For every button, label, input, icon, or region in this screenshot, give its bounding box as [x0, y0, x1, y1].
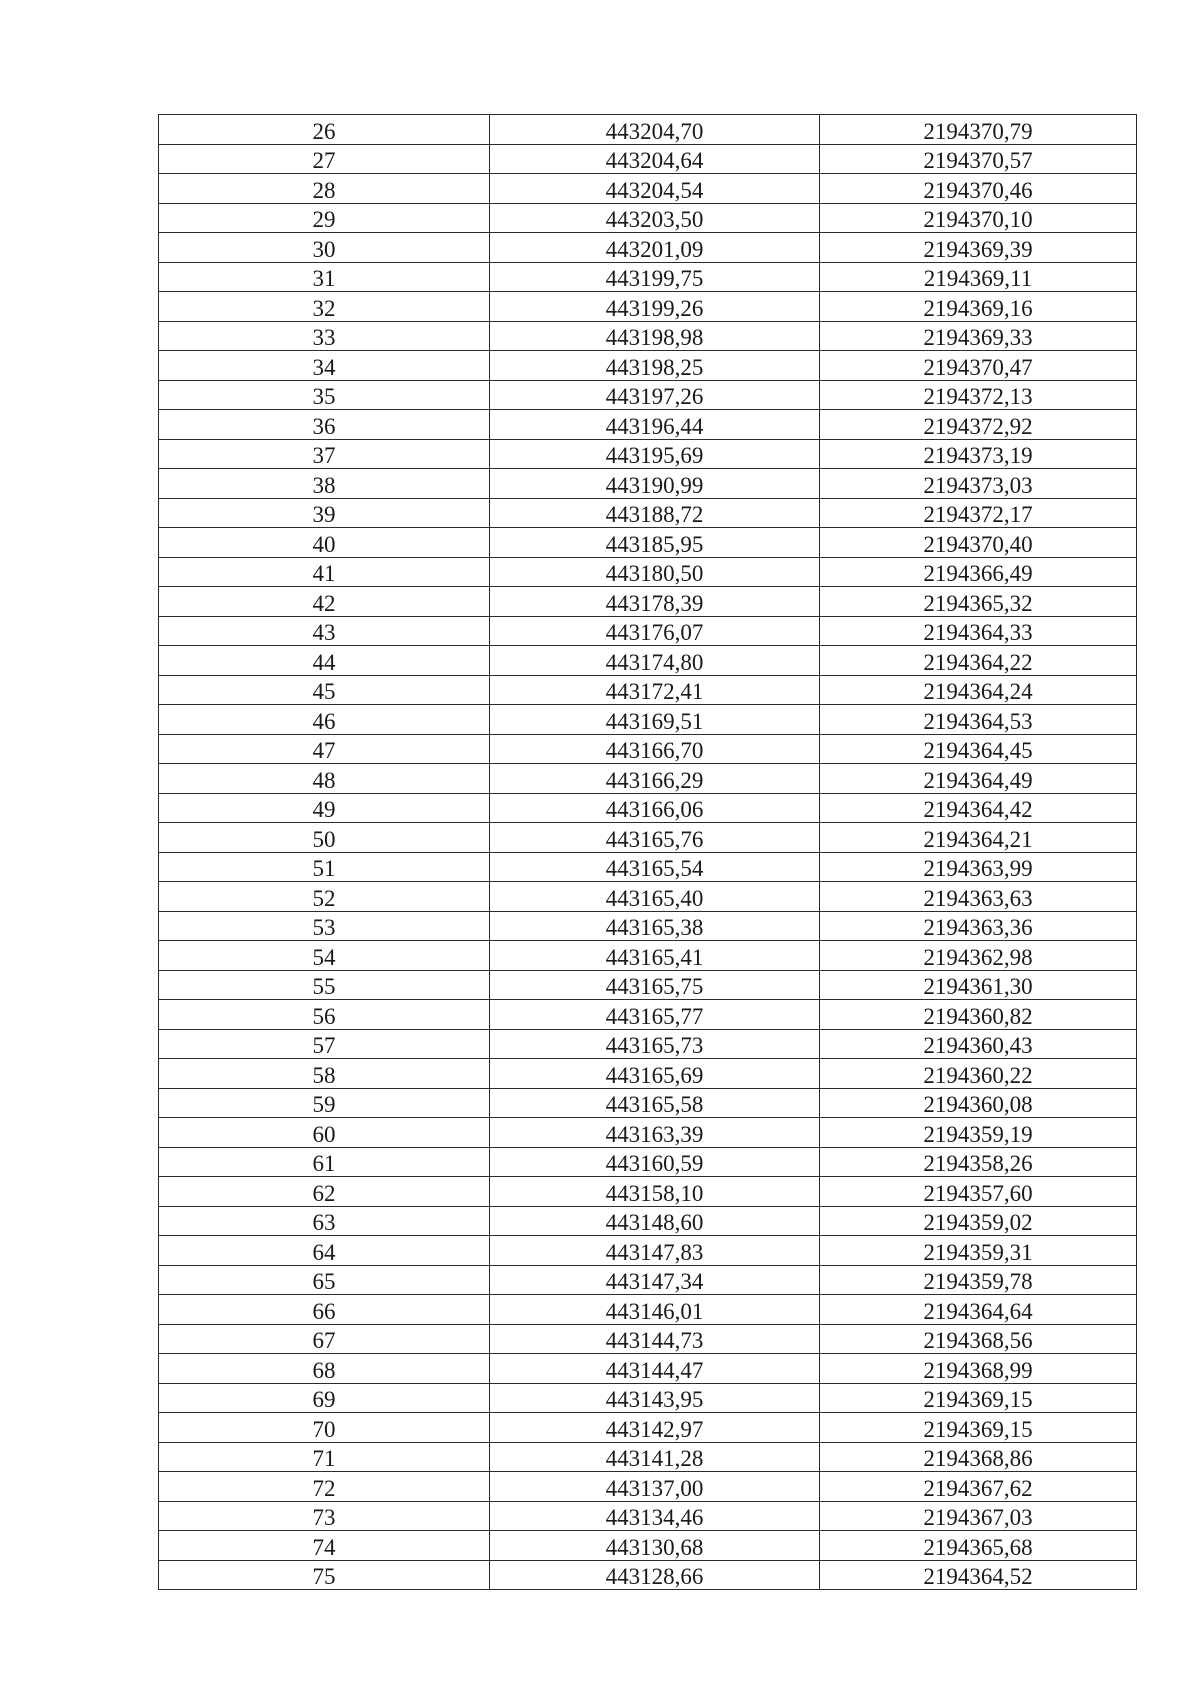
- table-row: [159, 1088, 1137, 1118]
- point-number-cell: 26: [159, 115, 490, 145]
- point-number-cell: 39: [159, 498, 490, 528]
- y-coordinate-cell: 2194361,30: [820, 970, 1137, 1000]
- table-row: [159, 321, 1137, 351]
- table-row: [159, 852, 1137, 882]
- point-number-cell: 64: [159, 1236, 490, 1266]
- x-coordinate-cell: 443165,54: [490, 852, 820, 882]
- table-row: [159, 380, 1137, 410]
- table-row: [159, 1442, 1137, 1472]
- table-row: [159, 1029, 1137, 1059]
- point-number-cell: 49: [159, 793, 490, 823]
- point-number-cell: 67: [159, 1324, 490, 1354]
- point-number-cell: 60: [159, 1118, 490, 1148]
- point-number-cell: 50: [159, 823, 490, 853]
- point-number-cell: 69: [159, 1383, 490, 1413]
- table-row: [159, 1236, 1137, 1266]
- table-row: [159, 410, 1137, 440]
- x-coordinate-cell: 443165,73: [490, 1029, 820, 1059]
- x-coordinate-cell: 443148,60: [490, 1206, 820, 1236]
- table-row: [159, 203, 1137, 233]
- point-number-cell: 66: [159, 1295, 490, 1325]
- y-coordinate-cell: 2194363,99: [820, 852, 1137, 882]
- y-coordinate-cell: 2194369,11: [820, 262, 1137, 292]
- y-coordinate-cell: 2194368,56: [820, 1324, 1137, 1354]
- point-number-cell: 33: [159, 321, 490, 351]
- x-coordinate-cell: 443201,09: [490, 233, 820, 263]
- point-number-cell: 57: [159, 1029, 490, 1059]
- table-row: [159, 528, 1137, 558]
- y-coordinate-cell: 2194370,47: [820, 351, 1137, 381]
- y-coordinate-cell: 2194364,24: [820, 675, 1137, 705]
- point-number-cell: 53: [159, 911, 490, 941]
- y-coordinate-cell: 2194373,03: [820, 469, 1137, 499]
- point-number-cell: 52: [159, 882, 490, 912]
- y-coordinate-cell: 2194360,82: [820, 1000, 1137, 1030]
- point-number-cell: 32: [159, 292, 490, 322]
- y-coordinate-cell: 2194358,26: [820, 1147, 1137, 1177]
- table-row: [159, 675, 1137, 705]
- point-number-cell: 30: [159, 233, 490, 263]
- table-row: [159, 1531, 1137, 1561]
- point-number-cell: 31: [159, 262, 490, 292]
- y-coordinate-cell: 2194373,19: [820, 439, 1137, 469]
- x-coordinate-cell: 443165,58: [490, 1088, 820, 1118]
- point-number-cell: 63: [159, 1206, 490, 1236]
- point-number-cell: 36: [159, 410, 490, 440]
- point-number-cell: 59: [159, 1088, 490, 1118]
- point-number-cell: 37: [159, 439, 490, 469]
- x-coordinate-cell: 443197,26: [490, 380, 820, 410]
- point-number-cell: 45: [159, 675, 490, 705]
- x-coordinate-cell: 443203,50: [490, 203, 820, 233]
- y-coordinate-cell: 2194364,21: [820, 823, 1137, 853]
- point-number-cell: 47: [159, 734, 490, 764]
- table-row: [159, 882, 1137, 912]
- x-coordinate-cell: 443144,73: [490, 1324, 820, 1354]
- table-row: [159, 292, 1137, 322]
- table-row: [159, 1206, 1137, 1236]
- table-row: [159, 1560, 1137, 1590]
- table-row: [159, 1413, 1137, 1443]
- point-number-cell: 58: [159, 1059, 490, 1089]
- table-row: [159, 793, 1137, 823]
- x-coordinate-cell: 443198,25: [490, 351, 820, 381]
- x-coordinate-cell: 443160,59: [490, 1147, 820, 1177]
- y-coordinate-cell: 2194369,33: [820, 321, 1137, 351]
- table-row: [159, 1118, 1137, 1148]
- x-coordinate-cell: 443146,01: [490, 1295, 820, 1325]
- x-coordinate-cell: 443190,99: [490, 469, 820, 499]
- y-coordinate-cell: 2194365,68: [820, 1531, 1137, 1561]
- y-coordinate-cell: 2194367,62: [820, 1472, 1137, 1502]
- point-number-cell: 51: [159, 852, 490, 882]
- y-coordinate-cell: 2194357,60: [820, 1177, 1137, 1207]
- point-number-cell: 55: [159, 970, 490, 1000]
- x-coordinate-cell: 443176,07: [490, 616, 820, 646]
- y-coordinate-cell: 2194364,64: [820, 1295, 1137, 1325]
- table-row: [159, 144, 1137, 174]
- table-row: [159, 557, 1137, 587]
- y-coordinate-cell: 2194364,53: [820, 705, 1137, 735]
- x-coordinate-cell: 443165,69: [490, 1059, 820, 1089]
- x-coordinate-cell: 443204,70: [490, 115, 820, 145]
- x-coordinate-cell: 443199,26: [490, 292, 820, 322]
- x-coordinate-cell: 443165,41: [490, 941, 820, 971]
- y-coordinate-cell: 2194362,98: [820, 941, 1137, 971]
- x-coordinate-cell: 443163,39: [490, 1118, 820, 1148]
- table-row: [159, 823, 1137, 853]
- x-coordinate-cell: 443172,41: [490, 675, 820, 705]
- point-number-cell: 73: [159, 1501, 490, 1531]
- x-coordinate-cell: 443134,46: [490, 1501, 820, 1531]
- y-coordinate-cell: 2194364,33: [820, 616, 1137, 646]
- y-coordinate-cell: 2194364,52: [820, 1560, 1137, 1590]
- x-coordinate-cell: 443196,44: [490, 410, 820, 440]
- point-number-cell: 61: [159, 1147, 490, 1177]
- table-row: [159, 587, 1137, 617]
- y-coordinate-cell: 2194372,13: [820, 380, 1137, 410]
- x-coordinate-cell: 443169,51: [490, 705, 820, 735]
- y-coordinate-cell: 2194359,78: [820, 1265, 1137, 1295]
- y-coordinate-cell: 2194367,03: [820, 1501, 1137, 1531]
- x-coordinate-cell: 443180,50: [490, 557, 820, 587]
- y-coordinate-cell: 2194370,40: [820, 528, 1137, 558]
- x-coordinate-cell: 443198,98: [490, 321, 820, 351]
- x-coordinate-cell: 443195,69: [490, 439, 820, 469]
- y-coordinate-cell: 2194369,16: [820, 292, 1137, 322]
- y-coordinate-cell: 2194370,79: [820, 115, 1137, 145]
- table-row: [159, 469, 1137, 499]
- x-coordinate-cell: 443158,10: [490, 1177, 820, 1207]
- y-coordinate-cell: 2194364,42: [820, 793, 1137, 823]
- point-number-cell: 42: [159, 587, 490, 617]
- y-coordinate-cell: 2194360,08: [820, 1088, 1137, 1118]
- point-number-cell: 74: [159, 1531, 490, 1561]
- x-coordinate-cell: 443130,68: [490, 1531, 820, 1561]
- point-number-cell: 41: [159, 557, 490, 587]
- x-coordinate-cell: 443188,72: [490, 498, 820, 528]
- table-row: [159, 911, 1137, 941]
- table-row: [159, 646, 1137, 676]
- point-number-cell: 35: [159, 380, 490, 410]
- point-number-cell: 65: [159, 1265, 490, 1295]
- point-number-cell: 34: [159, 351, 490, 381]
- x-coordinate-cell: 443204,54: [490, 174, 820, 204]
- x-coordinate-cell: 443165,38: [490, 911, 820, 941]
- table-row: [159, 1147, 1137, 1177]
- x-coordinate-cell: 443185,95: [490, 528, 820, 558]
- point-number-cell: 56: [159, 1000, 490, 1030]
- point-number-cell: 75: [159, 1560, 490, 1590]
- table-row: [159, 351, 1137, 381]
- point-number-cell: 38: [159, 469, 490, 499]
- point-number-cell: 68: [159, 1354, 490, 1384]
- table-row: [159, 734, 1137, 764]
- y-coordinate-cell: 2194369,15: [820, 1383, 1137, 1413]
- x-coordinate-cell: 443165,77: [490, 1000, 820, 1030]
- table-row: [159, 498, 1137, 528]
- y-coordinate-cell: 2194368,86: [820, 1442, 1137, 1472]
- coordinates-table: [158, 114, 1137, 1590]
- x-coordinate-cell: 443165,76: [490, 823, 820, 853]
- y-coordinate-cell: 2194364,49: [820, 764, 1137, 794]
- y-coordinate-cell: 2194359,02: [820, 1206, 1137, 1236]
- table-row: [159, 705, 1137, 735]
- point-number-cell: 72: [159, 1472, 490, 1502]
- point-number-cell: 27: [159, 144, 490, 174]
- table-row: [159, 1295, 1137, 1325]
- y-coordinate-cell: 2194370,46: [820, 174, 1137, 204]
- x-coordinate-cell: 443204,64: [490, 144, 820, 174]
- table-row: [159, 941, 1137, 971]
- point-number-cell: 43: [159, 616, 490, 646]
- y-coordinate-cell: 2194360,43: [820, 1029, 1137, 1059]
- table-row: [159, 1472, 1137, 1502]
- y-coordinate-cell: 2194369,15: [820, 1413, 1137, 1443]
- table-row: [159, 1265, 1137, 1295]
- x-coordinate-cell: 443144,47: [490, 1354, 820, 1384]
- y-coordinate-cell: 2194364,45: [820, 734, 1137, 764]
- table-row: [159, 439, 1137, 469]
- point-number-cell: 62: [159, 1177, 490, 1207]
- y-coordinate-cell: 2194365,32: [820, 587, 1137, 617]
- table-row: [159, 233, 1137, 263]
- table-row: [159, 1354, 1137, 1384]
- y-coordinate-cell: 2194368,99: [820, 1354, 1137, 1384]
- table-row: [159, 616, 1137, 646]
- y-coordinate-cell: 2194370,10: [820, 203, 1137, 233]
- table-row: [159, 174, 1137, 204]
- y-coordinate-cell: 2194360,22: [820, 1059, 1137, 1089]
- y-coordinate-cell: 2194370,57: [820, 144, 1137, 174]
- x-coordinate-cell: 443128,66: [490, 1560, 820, 1590]
- x-coordinate-cell: 443165,40: [490, 882, 820, 912]
- x-coordinate-cell: 443147,34: [490, 1265, 820, 1295]
- x-coordinate-cell: 443143,95: [490, 1383, 820, 1413]
- table-row: [159, 1324, 1137, 1354]
- x-coordinate-cell: 443141,28: [490, 1442, 820, 1472]
- table-row: [159, 115, 1137, 145]
- x-coordinate-cell: 443166,29: [490, 764, 820, 794]
- table-row: [159, 1059, 1137, 1089]
- point-number-cell: 54: [159, 941, 490, 971]
- point-number-cell: 40: [159, 528, 490, 558]
- y-coordinate-cell: 2194359,31: [820, 1236, 1137, 1266]
- table-row: [159, 1383, 1137, 1413]
- point-number-cell: 28: [159, 174, 490, 204]
- table-row: [159, 1000, 1137, 1030]
- x-coordinate-cell: 443147,83: [490, 1236, 820, 1266]
- x-coordinate-cell: 443142,97: [490, 1413, 820, 1443]
- point-number-cell: 44: [159, 646, 490, 676]
- point-number-cell: 71: [159, 1442, 490, 1472]
- x-coordinate-cell: 443137,00: [490, 1472, 820, 1502]
- table-row: [159, 764, 1137, 794]
- coordinates-table-body: [159, 115, 1137, 1590]
- y-coordinate-cell: 2194372,92: [820, 410, 1137, 440]
- point-number-cell: 70: [159, 1413, 490, 1443]
- x-coordinate-cell: 443166,06: [490, 793, 820, 823]
- x-coordinate-cell: 443178,39: [490, 587, 820, 617]
- table-row: [159, 1501, 1137, 1531]
- x-coordinate-cell: 443166,70: [490, 734, 820, 764]
- x-coordinate-cell: 443174,80: [490, 646, 820, 676]
- y-coordinate-cell: 2194359,19: [820, 1118, 1137, 1148]
- table-row: [159, 1177, 1137, 1207]
- y-coordinate-cell: 2194366,49: [820, 557, 1137, 587]
- point-number-cell: 46: [159, 705, 490, 735]
- y-coordinate-cell: 2194363,63: [820, 882, 1137, 912]
- x-coordinate-cell: 443165,75: [490, 970, 820, 1000]
- point-number-cell: 48: [159, 764, 490, 794]
- x-coordinate-cell: 443199,75: [490, 262, 820, 292]
- point-number-cell: 29: [159, 203, 490, 233]
- y-coordinate-cell: 2194364,22: [820, 646, 1137, 676]
- y-coordinate-cell: 2194363,36: [820, 911, 1137, 941]
- y-coordinate-cell: 2194369,39: [820, 233, 1137, 263]
- y-coordinate-cell: 2194372,17: [820, 498, 1137, 528]
- table-row: [159, 970, 1137, 1000]
- table-row: [159, 262, 1137, 292]
